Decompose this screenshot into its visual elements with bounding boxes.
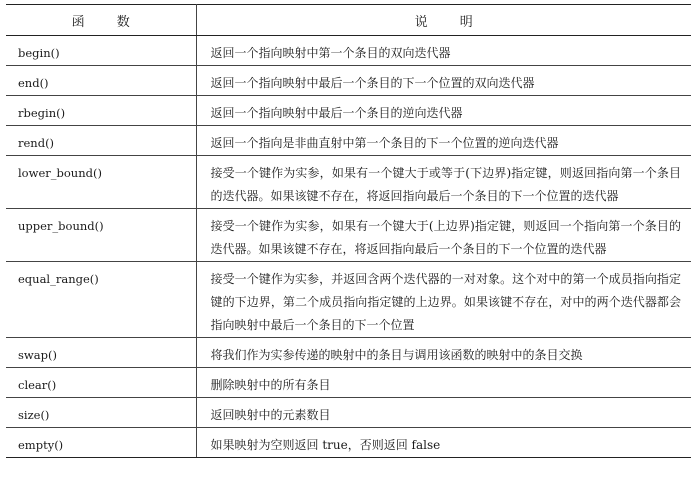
function-name: begin(): [6, 36, 196, 66]
table-row: [6, 338, 691, 368]
table-row: [6, 368, 691, 398]
header-description: 说 明: [196, 5, 691, 36]
function-name: upper_bound(): [6, 209, 196, 262]
function-description: 返回映射中的元素数目: [196, 398, 691, 428]
table-row: [6, 209, 691, 262]
function-description: 返回一个指向是非曲直射中第一个条目的下一个位置的逆向迭代器: [196, 126, 691, 156]
function-description: 接受一个键作为实参，并返回含两个迭代器的一对对象。这个对中的第一个成员指向指定键的下边界，第二个成员指向指定键的上边界。如果该键不存在，对中的两个迭代器都会指向映射中最后一个条目的下一个位置: [196, 262, 691, 338]
function-description: 返回一个指向映射中最后一个条目的下一个位置的双向迭代器: [196, 66, 691, 96]
table-row: [6, 126, 691, 156]
function-description: 将我们作为实参传递的映射中的条目与调用该函数的映射中的条目交换: [196, 338, 691, 368]
function-name: equal_range(): [6, 262, 196, 338]
function-name: swap(): [6, 338, 196, 368]
function-name: empty(): [6, 428, 196, 458]
table-row: [6, 66, 691, 96]
header-function: 函 数: [6, 5, 196, 36]
function-description: 删除映射中的所有条目: [196, 368, 691, 398]
table-row: [6, 262, 691, 338]
function-name: size(): [6, 398, 196, 428]
function-description: 如果映射为空则返回 true，否则返回 false: [196, 428, 691, 458]
function-name: end(): [6, 66, 196, 96]
function-description: 返回一个指向映射中最后一个条目的逆向迭代器: [196, 96, 691, 126]
table-row: [6, 398, 691, 428]
table-row: [6, 428, 691, 458]
function-name: lower_bound(): [6, 156, 196, 209]
function-name: rend(): [6, 126, 196, 156]
table-row: [6, 36, 691, 66]
table-header-row: [6, 5, 691, 36]
function-description: 返回一个指向映射中第一个条目的双向迭代器: [196, 36, 691, 66]
function-name: rbegin(): [6, 96, 196, 126]
function-name: clear(): [6, 368, 196, 398]
map-functions-table: [6, 4, 691, 458]
function-description: 接受一个键作为实参，如果有一个键大于(上边界)指定键，则返回一个指向第一个条目的迭代器。如果该键不存在，将返回指向最后一个条目的下一个位置的迭代器: [196, 209, 691, 262]
functions-table: [6, 4, 691, 458]
table-row: [6, 96, 691, 126]
function-description: 接受一个键作为实参，如果有一个键大于或等于(下边界)指定键，则返回指向第一个条目的迭代器。如果该键不存在，将返回指向最后一个条目的下一个位置的迭代器: [196, 156, 691, 209]
table-row: [6, 156, 691, 209]
